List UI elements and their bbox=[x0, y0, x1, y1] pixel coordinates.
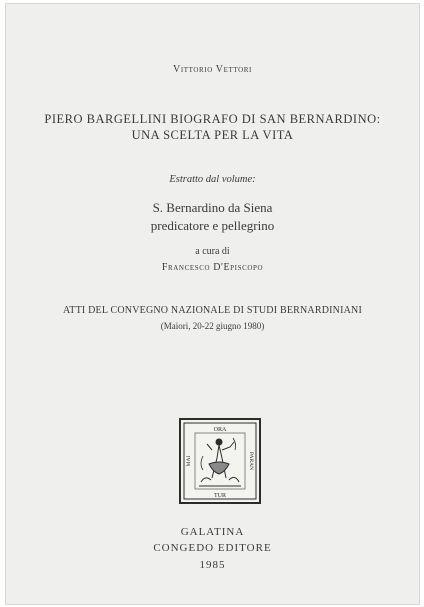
editor-name: Francesco D'Episcopo bbox=[161, 262, 264, 273]
place-and-date: (Maiori, 20-22 giugno 1980) bbox=[160, 321, 265, 331]
printer-mark-emblem-icon bbox=[179, 418, 261, 504]
volume-title-line-2: predicatore e pellegrino bbox=[150, 218, 275, 233]
publisher-name: CONGEDO EDITORE bbox=[153, 542, 272, 554]
extract-label: Estratto dal volume: bbox=[169, 174, 256, 185]
publication-year: 1985 bbox=[199, 559, 226, 571]
emblem-top-text: ORA bbox=[213, 427, 227, 433]
author-name: Vittorio Vettori bbox=[173, 64, 252, 75]
book-cover bbox=[6, 4, 419, 604]
title-line-1: PIERO BARGELLINI BIOGRAFO DI SAN BERNARDINO: bbox=[44, 112, 381, 126]
edited-by-label: a cura di bbox=[195, 246, 230, 257]
title-line-2: UNA SCELTA PER LA VITA bbox=[131, 128, 294, 142]
emblem-figure-icon bbox=[199, 438, 241, 486]
emblem-right-text: PARAN bbox=[248, 451, 254, 471]
emblem-left-text: MAI bbox=[186, 455, 192, 467]
emblem-bottom-text: TUR bbox=[214, 493, 226, 499]
publisher-city: GALATINA bbox=[180, 526, 245, 538]
volume-title-line-1: S. Bernardino da Siena bbox=[152, 200, 273, 215]
proceedings-title: ATTI DEL CONVEGNO NAZIONALE DI STUDI BERNARDINIANI bbox=[62, 305, 363, 316]
